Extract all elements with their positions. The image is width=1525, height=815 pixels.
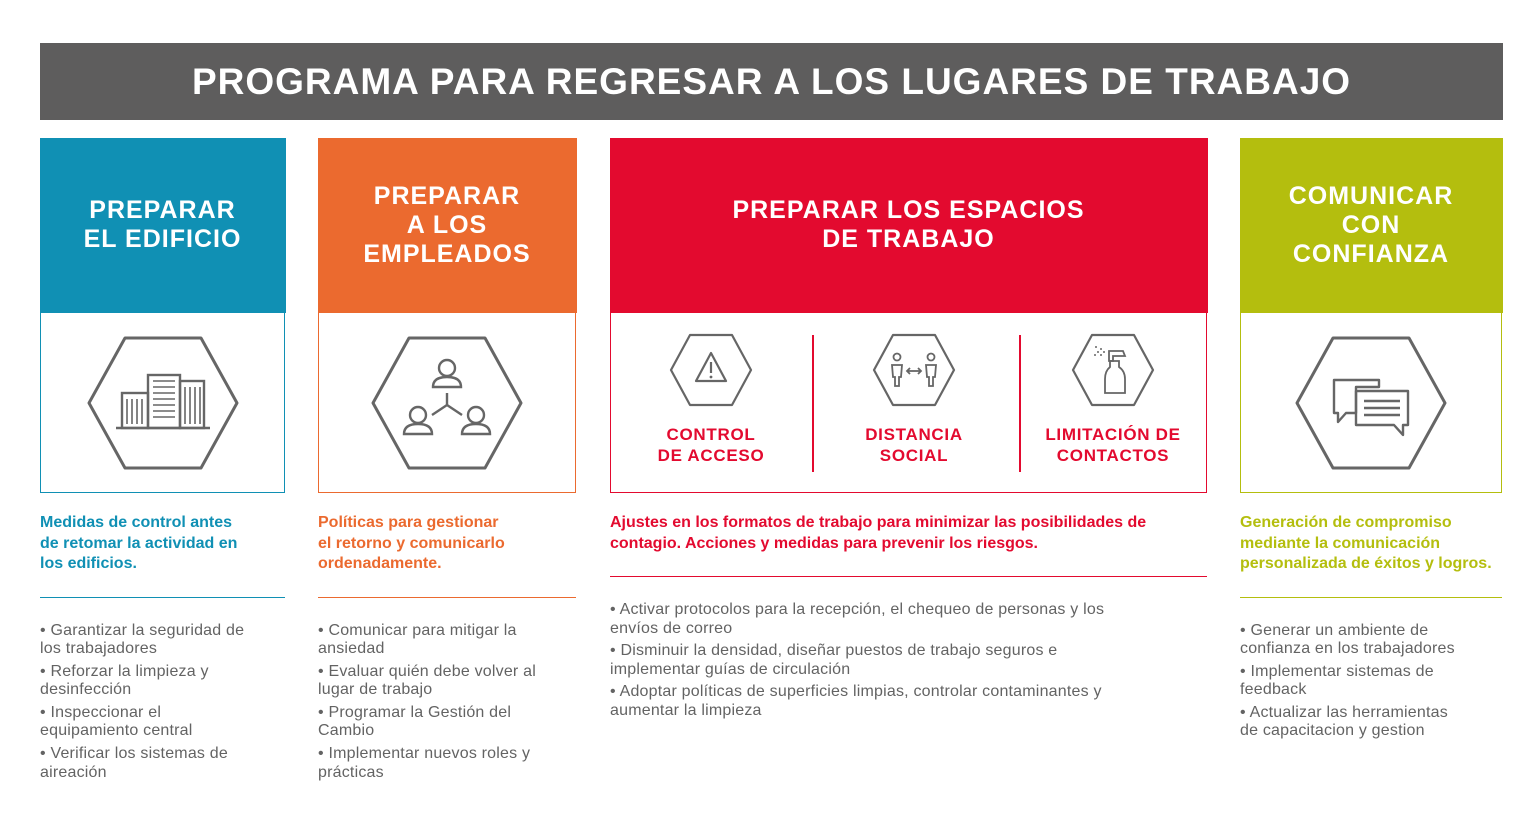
list-item: • Comunicar para mitigar la ansiedad <box>318 622 576 659</box>
chat-bubbles-icon <box>1294 335 1448 471</box>
sub-item-label: CONTROL DE ACCESO <box>657 424 765 465</box>
column-workspaces <box>610 138 1207 725</box>
social-distance-icon <box>872 333 956 407</box>
sub-item-label: DISTANCIA SOCIAL <box>865 424 963 465</box>
list-item: • Disminuir la densidad, diseñar puestos de trabajo seguros e implementar guías de circulación <box>610 642 1207 679</box>
list-item: • Activar protocolos para la recepción, el chequeo de personas y los envíos de correo <box>610 601 1207 638</box>
list-item: • Programar la Gestión del Cambio <box>318 704 576 741</box>
list-item: • Verificar los sistemas de aireación <box>40 745 285 782</box>
list-item: • Actualizar las herramientas de capacitacion y gestion <box>1240 704 1502 741</box>
bullet-list <box>318 622 576 783</box>
people-network-icon <box>370 335 524 471</box>
card-workspaces <box>610 138 1207 493</box>
divider <box>610 576 1207 577</box>
page-title: PROGRAMA PARA REGRESAR A LOS LUGARES DE TRABAJO <box>191 60 1352 102</box>
column-employees <box>318 138 576 786</box>
building-icon <box>86 335 240 471</box>
list-item: • Garantizar la seguridad de los trabajadores <box>40 622 285 659</box>
column-communication <box>1240 138 1502 745</box>
card-heading: COMUNICAR CON CONFIANZA <box>1240 138 1503 313</box>
title-bar <box>40 43 1503 120</box>
card-communication <box>1240 138 1502 493</box>
card-employees <box>318 138 576 493</box>
sub-item-social-distance <box>814 313 1014 491</box>
spray-bottle-icon <box>1071 333 1155 407</box>
divider <box>1240 597 1502 598</box>
warning-icon <box>669 333 753 407</box>
column-description: Medidas de control antes de retomar la actividad en los edificios. <box>40 514 238 572</box>
sub-item-access-control <box>611 313 811 491</box>
column-building <box>40 138 285 786</box>
card-heading: PREPARAR LOS ESPACIOS DE TRABAJO <box>610 138 1208 313</box>
column-description: Ajustes en los formatos de trabajo para minimizar las posibilidades de contagio. Acciones y medidas para prevenir los riesgos. <box>610 514 1147 552</box>
list-item: • Implementar sistemas de feedback <box>1240 663 1502 700</box>
sub-item-label: LIMITACIÓN DE CONTACTOS <box>1045 424 1181 465</box>
bullet-list <box>1240 622 1502 742</box>
column-description: Políticas para gestionar el retorno y comunicarlo ordenadamente. <box>318 514 505 572</box>
list-item: • Adoptar políticas de superficies limpias, controlar contaminantes y aumentar la limpieza <box>610 683 1207 720</box>
bullet-list <box>610 601 1207 721</box>
divider <box>318 597 576 598</box>
sub-item-contact-limit <box>1013 313 1213 491</box>
divider <box>40 597 285 598</box>
card-heading: PREPARAR EL EDIFICIO <box>40 138 286 313</box>
card-building <box>40 138 285 493</box>
list-item: • Generar un ambiente de confianza en los trabajadores <box>1240 622 1502 659</box>
list-item: • Inspeccionar el equipamiento central <box>40 704 285 741</box>
column-description: Generación de compromiso mediante la comunicación personalizada de éxitos y logros. <box>1240 514 1492 572</box>
list-item: • Evaluar quién debe volver al lugar de trabajo <box>318 663 576 700</box>
list-item: • Reforzar la limpieza y desinfección <box>40 663 285 700</box>
bullet-list <box>40 622 285 783</box>
list-item: • Implementar nuevos roles y prácticas <box>318 745 576 782</box>
card-heading: PREPARAR A LOS EMPLEADOS <box>318 138 577 313</box>
